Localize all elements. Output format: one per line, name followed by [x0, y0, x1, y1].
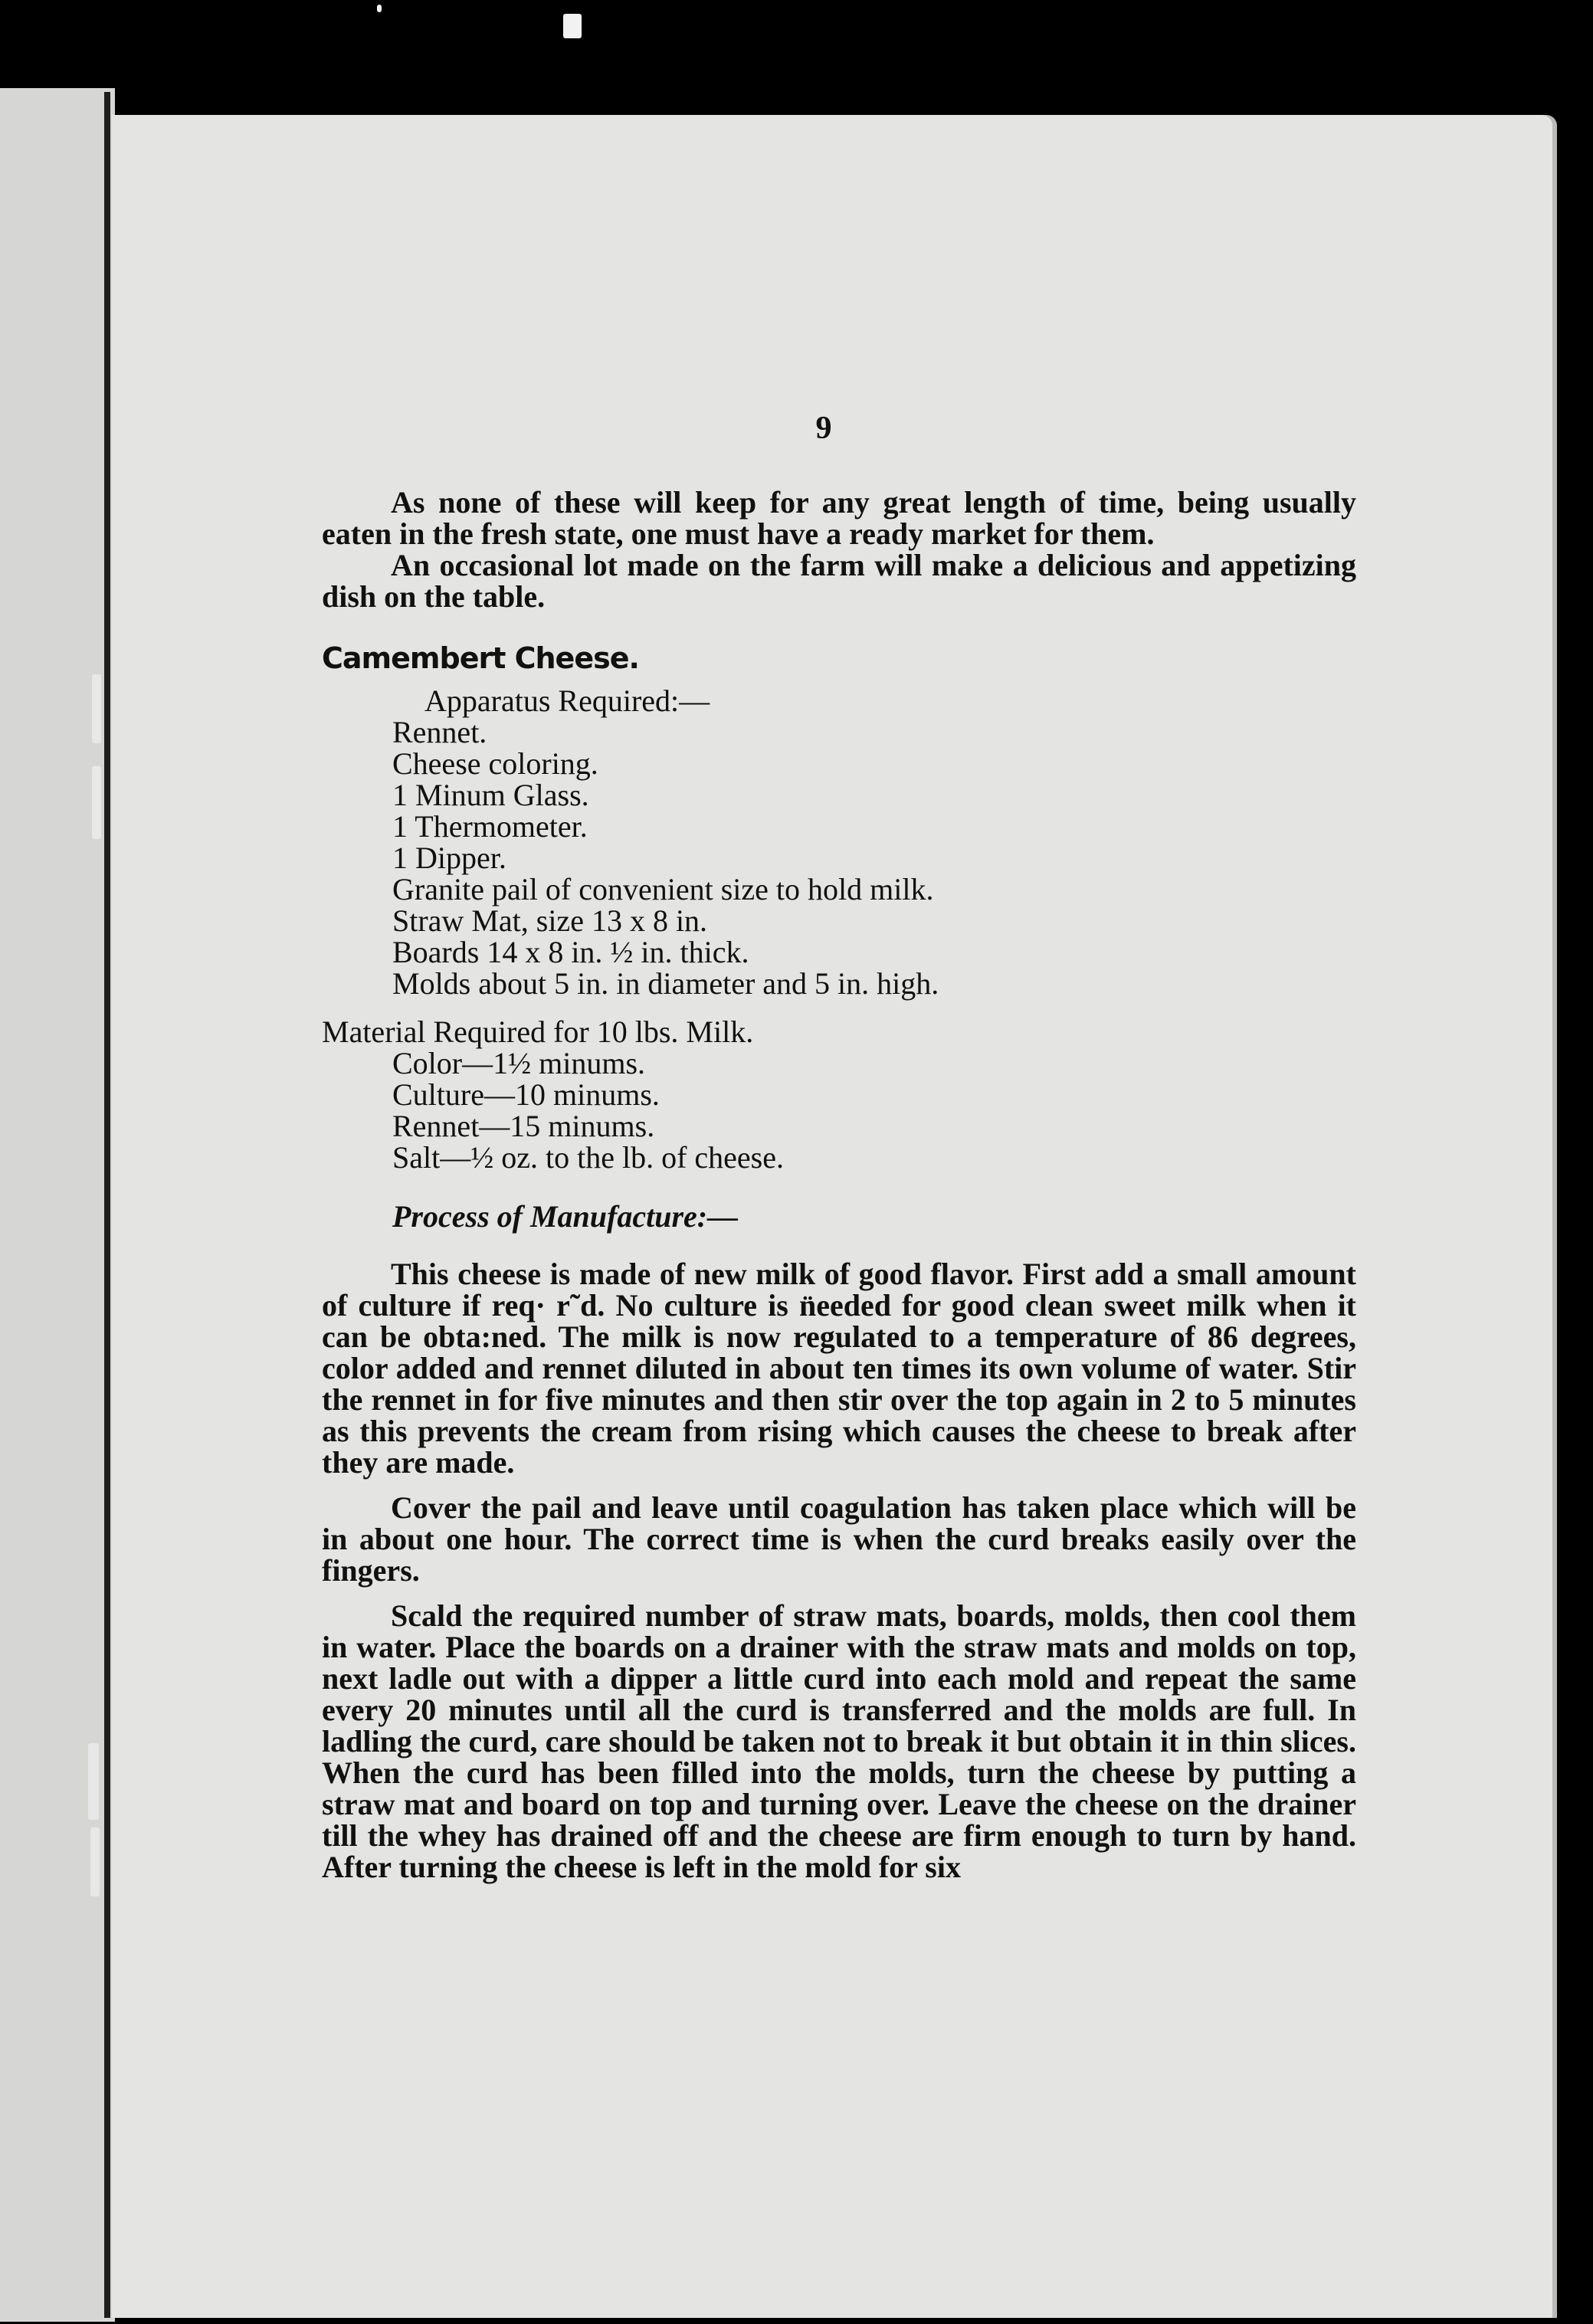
apparatus-item: Boards 14 x 8 in. ½ in. thick.: [392, 935, 749, 969]
material-item: Culture—10 minums.: [392, 1077, 660, 1112]
material-item: Salt—½ oz. to the lb. of cheese.: [392, 1140, 784, 1175]
intro-paragraph: An occasional lot made on the farm will make a delicious and appetizing dish on the table.: [322, 548, 1356, 614]
apparatus-item: 1 Minum Glass.: [392, 778, 589, 812]
page-number: 9: [815, 411, 832, 446]
scan-speck: [563, 14, 582, 38]
apparatus-item: Molds about 5 in. in diameter and 5 in. high.: [392, 966, 939, 1001]
intro-paragraph: As none of these will keep for any great length of time, being usually eaten in the fresh state, one must have a ready market for them.: [322, 485, 1356, 551]
apparatus-item: 1 Dipper.: [392, 841, 506, 875]
clip-mark: [92, 766, 101, 839]
apparatus-item: Cheese coloring.: [392, 746, 598, 781]
process-paragraph: Cover the pail and leave until coagulation has taken place which will be in about one hour. The correct time is when the curd breaks easily over the fingers.: [322, 1490, 1356, 1588]
process-paragraph: This cheese is made of new milk of good flavor. First add a small amount of culture if req· r˜d. No culture is n̈eeded for good clean sweet milk when it can be obta:ned. The milk is now regulated to a temperature of 86 degrees, color added and rennet diluted in about ten times its own volume of water. Stir the rennet in for five minutes and then stir over the top again in 2 to 5 minutes as this prevents the cream from rising which causes the cheese to break after they are made.: [322, 1257, 1356, 1480]
binding-gutter: [104, 92, 110, 2318]
facing-page-edge: [0, 88, 115, 2322]
apparatus-item: Straw Mat, size 13 x 8 in.: [392, 903, 708, 938]
material-item: Color—1½ minums.: [392, 1046, 646, 1080]
clip-mark: [88, 1743, 99, 1820]
apparatus-item: Rennet.: [392, 715, 487, 749]
process-paragraph: Scald the required number of straw mats, boards, molds, then cool them in water. Place the boards on a drainer with the straw mats and molds on top, next ladle out with a dipper a little curd into each mold and repeat the same every 20 minutes until all the curd is transferred and the molds are full. In ladling the curd, care should be taken not to break it but obtain it in thin slices. When the curd has been filled into the molds, turn the cheese by putting a straw mat and board on top and turning over. Leave the cheese on the drainer till the whey has drained off and the cheese are firm enough to turn by hand. After turning the cheese is left in the mold for six: [322, 1598, 1356, 1884]
material-item: Rennet—15 minums.: [392, 1109, 655, 1143]
process-heading: Process of Manufacture:—: [392, 1199, 739, 1234]
section-heading: Camembert Cheese.: [322, 641, 639, 675]
scan-speck: [377, 5, 382, 12]
apparatus-item: 1 Thermometer.: [392, 809, 588, 844]
clip-mark: [90, 1827, 100, 1896]
apparatus-title: Apparatus Required:—: [424, 683, 710, 718]
page-text: [322, 398, 1356, 1883]
clip-mark: [92, 674, 101, 743]
material-title: Material Required for 10 lbs. Milk.: [322, 1014, 754, 1049]
apparatus-item: Granite pail of convenient size to hold milk.: [392, 872, 934, 906]
